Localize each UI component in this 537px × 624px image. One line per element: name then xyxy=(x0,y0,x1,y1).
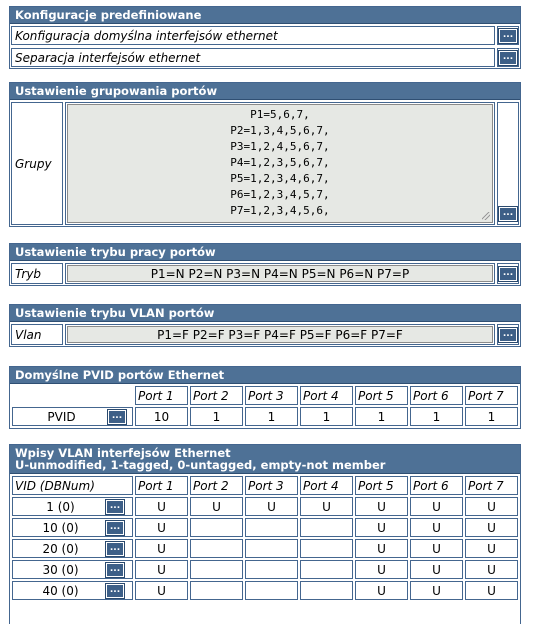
port-header: Port 7 xyxy=(465,386,518,405)
pvid-value: 1 xyxy=(465,407,518,426)
vlan-cell: U xyxy=(410,581,463,600)
vlan-cell: U xyxy=(465,581,518,600)
vlan-cell: U xyxy=(300,497,353,516)
vlan-cell: U xyxy=(355,560,408,579)
vlan-cell: U xyxy=(410,518,463,537)
groups-line: P7=1,2,3,4,5,6, xyxy=(230,204,330,217)
groups-line: P2=1,3,4,5,6,7, xyxy=(230,124,330,137)
vlan-cell: U xyxy=(135,518,188,537)
port-header: Port 2 xyxy=(190,386,243,405)
vlan-cell: U xyxy=(465,497,518,516)
vid-label: 20 (0) xyxy=(42,541,79,556)
vlan-cell: U xyxy=(410,539,463,558)
port-mode-title: Ustawienie trybu pracy portów xyxy=(10,244,520,261)
port-header: Port 5 xyxy=(355,476,408,495)
vlan-cell: U xyxy=(355,581,408,600)
vid-label: 10 (0) xyxy=(42,520,79,535)
mode-label: Tryb xyxy=(11,263,63,284)
groups-line: P4=1,2,3,5,6,7, xyxy=(230,156,330,169)
table-row xyxy=(12,497,518,516)
groups-label: Grupy xyxy=(11,102,63,225)
mode-value-field[interactable]: P1=N P2=N P3=N P4=N P5=N P6=N P7=P xyxy=(67,265,493,282)
vlan-cell: U xyxy=(465,539,518,558)
vlan-entry-edit-button[interactable]: ... xyxy=(106,500,124,514)
vlan-cell: U xyxy=(410,560,463,579)
vlan-cell xyxy=(190,581,243,600)
table-row xyxy=(12,560,518,579)
mode-edit-button[interactable]: ... xyxy=(499,267,517,281)
pvid-value: 1 xyxy=(245,407,298,426)
predefined-configs-title: Konfiguracje predefiniowane xyxy=(10,7,520,24)
port-header: Port 4 xyxy=(300,476,353,495)
config-separation-ethernet-label: Separacja interfejsów ethernet xyxy=(11,48,495,67)
vlan-cell xyxy=(300,560,353,579)
table-row xyxy=(12,581,518,600)
vid-header: VID (DBNum) xyxy=(12,476,133,495)
vid-label: 1 (0) xyxy=(46,499,75,514)
table-row xyxy=(12,476,518,495)
vlan-cell xyxy=(300,581,353,600)
vlan-cell: U xyxy=(135,560,188,579)
port-grouping-panel xyxy=(9,82,521,227)
table-row xyxy=(12,539,518,558)
port-header: Port 3 xyxy=(245,476,298,495)
pvid-table xyxy=(10,384,520,428)
vlan-cell xyxy=(300,518,353,537)
vlan-cell: U xyxy=(355,497,408,516)
vlan-entries-legend: U-unmodified, 1-tagged, 0-untagged, empty-not member xyxy=(15,458,386,472)
pvid-panel xyxy=(9,366,521,429)
table-row xyxy=(12,386,518,405)
port-header: Port 5 xyxy=(355,386,408,405)
groups-line: P5=1,2,3,4,6,7, xyxy=(230,172,330,185)
pvid-value: 1 xyxy=(355,407,408,426)
vlan-entries-table xyxy=(10,474,520,602)
vlan-cell: U xyxy=(135,581,188,600)
pvid-row-label: PVID xyxy=(47,409,76,424)
vid-label: 30 (0) xyxy=(42,562,79,577)
predefined-configs-panel xyxy=(9,6,521,69)
pvid-value: 1 xyxy=(190,407,243,426)
vlan-value-field[interactable]: P1=F P2=F P3=F P4=F P5=F P6=F P7=F xyxy=(67,326,493,343)
vid-label: 40 (0) xyxy=(42,583,79,598)
port-header: Port 1 xyxy=(135,386,188,405)
port-header: Port 4 xyxy=(300,386,353,405)
table-row xyxy=(12,518,518,537)
vlan-cell: U xyxy=(355,539,408,558)
port-header: Port 3 xyxy=(245,386,298,405)
port-grouping-title: Ustawienie grupowania portów xyxy=(10,83,520,100)
groups-line: P3=1,2,4,5,6,7, xyxy=(230,140,330,153)
vlan-cell xyxy=(190,518,243,537)
vlan-cell xyxy=(190,560,243,579)
vlan-cell xyxy=(245,539,298,558)
pvid-value: 1 xyxy=(300,407,353,426)
vlan-entries-title-line1: Wpisy VLAN interfejsów Ethernet xyxy=(15,446,231,460)
port-header: Port 2 xyxy=(190,476,243,495)
vlan-cell xyxy=(245,518,298,537)
vlan-cell: U xyxy=(410,497,463,516)
vlan-cell: U xyxy=(190,497,243,516)
port-mode-panel xyxy=(9,243,521,286)
vlan-mode-panel xyxy=(9,304,521,347)
port-header: Port 7 xyxy=(465,476,518,495)
vlan-cell xyxy=(245,560,298,579)
vlan-cell: U xyxy=(465,560,518,579)
config-default-ethernet-button[interactable]: ... xyxy=(499,29,517,43)
vlan-cell xyxy=(300,539,353,558)
groups-textarea[interactable] xyxy=(67,104,493,223)
vlan-label: Vlan xyxy=(11,324,63,345)
vlan-entry-edit-button[interactable]: ... xyxy=(106,584,124,598)
config-separation-ethernet-button[interactable]: ... xyxy=(499,51,517,65)
port-header: Port 6 xyxy=(410,476,463,495)
table-row xyxy=(12,407,518,426)
config-default-ethernet-label: Konfiguracja domyślna interfejsów ethernet xyxy=(11,26,495,45)
vlan-cell xyxy=(245,581,298,600)
vlan-cell: U xyxy=(135,497,188,516)
groups-line: P1=5,6,7, xyxy=(250,108,310,121)
vlan-entries-title xyxy=(10,445,520,474)
port-header: Port 1 xyxy=(135,476,188,495)
vlan-mode-title: Ustawienie trybu VLAN portów xyxy=(10,305,520,322)
vlan-entry-edit-button[interactable]: ... xyxy=(106,521,124,535)
vlan-edit-button[interactable]: ... xyxy=(499,328,517,342)
vlan-cell: U xyxy=(355,518,408,537)
groups-line: P6=1,2,3,4,5,7, xyxy=(230,188,330,201)
vlan-cell: U xyxy=(245,497,298,516)
resize-grip-icon[interactable] xyxy=(482,212,490,220)
pvid-edit-button[interactable]: ... xyxy=(108,410,126,424)
pvid-title: Domyślne PVID portów Ethernet xyxy=(10,367,520,384)
vlan-entry-edit-button[interactable]: ... xyxy=(106,542,124,556)
vlan-cell: U xyxy=(465,518,518,537)
pvid-row-label-cell xyxy=(12,407,133,426)
vlan-cell xyxy=(190,539,243,558)
vlan-cell: U xyxy=(135,539,188,558)
pvid-value: 10 xyxy=(135,407,188,426)
groups-edit-button[interactable]: ... xyxy=(499,207,517,221)
vlan-entries-panel xyxy=(9,444,521,624)
pvid-value: 1 xyxy=(410,407,463,426)
vlan-entry-edit-button[interactable]: ... xyxy=(106,563,124,577)
port-header: Port 6 xyxy=(410,386,463,405)
